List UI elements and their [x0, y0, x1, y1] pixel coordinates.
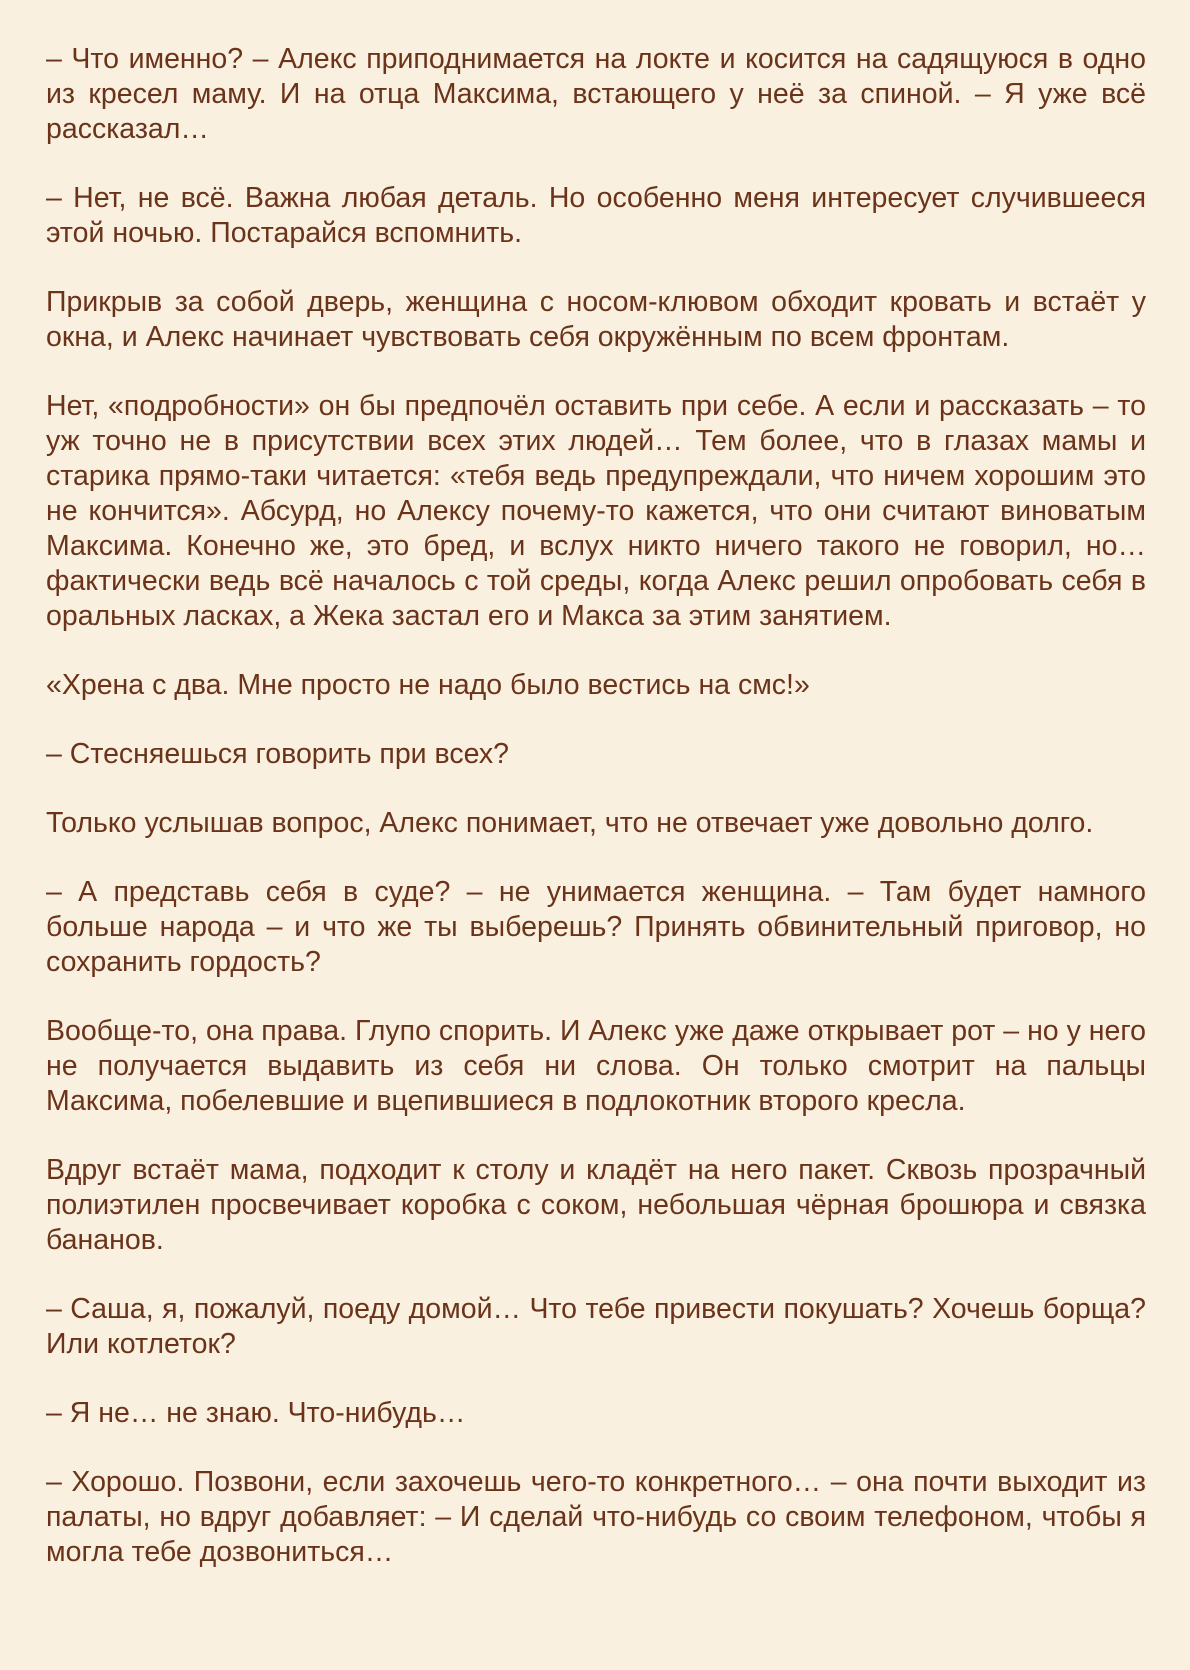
paragraph-8: – А представь себя в суде? – не унимается женщина. – Там будет намного больше народа – и что же ты выберешь? Принять обвинительный приговор, но сохранить гордость? [46, 876, 1146, 978]
paragraph-3: Прикрыв за собой дверь, женщина с носом-клювом обходит кровать и встаёт у окна, и Алекс начинает чувствовать себя окружённым по всем фронтам. [46, 286, 1146, 353]
paragraph-13: – Хорошо. Позвони, если захочешь чего-то конкретного… – она почти выходит из палаты, но вдруг добавляет: – И сделай что-нибудь со своим телефоном, чтобы я могла тебе дозвониться… [46, 1466, 1146, 1568]
paragraph-4: Нет, «подробности» он бы предпочёл оставить при себе. А если и рассказать – то уж точно не в присутствии всех этих людей… Тем более, что в глазах мамы и старика прямо-таки читается: «тебя ведь предупреждали, что ничем хорошим это не кончится». Абсурд, но Алексу почему-то кажется, что они считают виноватым Максима. Конечно же, это бред, и вслух никто ничего такого не говорил, но… фактически ведь всё началось с той среды, когда Алекс решил опробовать себя в оральных ласках, а Жека застал его и Макса за этим занятием. [46, 390, 1146, 632]
paragraph-2: – Нет, не всё. Важна любая деталь. Но особенно меня интересует случившееся этой ночью. Постарайся вспомнить. [46, 182, 1146, 249]
paragraph-6: – Стесняешься говорить при всех? [46, 738, 509, 770]
paragraph-7: Только услышав вопрос, Алекс понимает, что не отвечает уже довольно долго. [46, 807, 1094, 839]
paragraph-5: «Хрена с два. Мне просто не надо было вестись на смс!» [46, 669, 810, 701]
paragraph-11: – Саша, я, пожалуй, поеду домой… Что тебе привести покушать? Хочешь борща? Или котлеток? [46, 1293, 1146, 1360]
paragraph-1: – Что именно? – Алекс приподнимается на локте и косится на садящуюся в одно из кресел маму. И на отца Максима, встающего у неё за спиной. – Я уже всё рассказал… [46, 43, 1146, 145]
paragraph-12: – Я не… не знаю. Что-нибудь… [46, 1397, 466, 1429]
paragraph-9: Вообще-то, она права. Глупо спорить. И Алекс уже даже открывает рот – но у него не получается выдавить из себя ни слова. Он только смотрит на пальцы Максима, побелевшие и вцепившиеся в подлокотник второго кресла. [46, 1015, 1146, 1117]
paragraph-10: Вдруг встаёт мама, подходит к столу и кладёт на него пакет. Сквозь прозрачный полиэтилен просвечивает коробка с соком, небольшая чёрная брошюра и связка бананов. [46, 1154, 1146, 1256]
